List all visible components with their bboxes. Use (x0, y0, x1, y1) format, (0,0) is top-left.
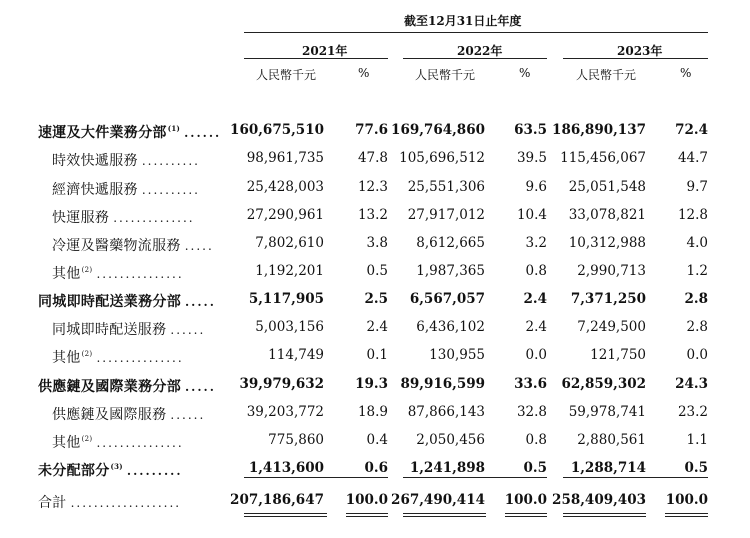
cell-amount-2022: 105,696,512 (399, 150, 485, 166)
cell-pct-2023: 24.3 (675, 376, 708, 392)
cell-pct-2023: 100.0 (665, 492, 708, 508)
cell-amount-2023: 62,859,302 (561, 376, 646, 392)
total-double-rule-2021-a-2 (244, 516, 327, 517)
cell-pct-2023: 44.7 (677, 150, 708, 166)
year-2021-heading: 2021年 (302, 44, 348, 58)
cell-amount-2023: 33,078,821 (568, 207, 646, 223)
row-label (52, 207, 195, 227)
cell-amount-2021: 27,290,961 (246, 207, 324, 223)
cell-pct-2023: 4.0 (686, 235, 708, 251)
cell-pct-2022: 9.6 (525, 179, 547, 195)
row-label-text: 供應鏈及國際服務 (52, 407, 167, 423)
total-double-rule-2023-p-1 (665, 513, 708, 514)
caption-underline (244, 32, 708, 33)
cell-amount-2023: 2,990,713 (577, 263, 646, 279)
year-2022-heading: 2022年 (457, 44, 503, 58)
leader-dots: ................... (70, 496, 182, 510)
cell-amount-2021: 207,186,647 (230, 492, 324, 508)
cell-pct-2023: 0.5 (684, 460, 708, 476)
pct-label-2023: % (680, 66, 692, 80)
year-2023-heading: 2023年 (617, 44, 663, 58)
row-label (52, 263, 184, 283)
cell-pct-2023: 72.4 (675, 122, 708, 138)
cell-amount-2022: 130,955 (429, 347, 485, 363)
cell-pct-2021: 0.6 (364, 460, 388, 476)
cell-amount-2023: 186,890,137 (552, 122, 646, 138)
cell-amount-2022: 1,987,365 (416, 263, 485, 279)
cell-pct-2023: 0.0 (686, 347, 708, 363)
cell-pct-2023: 1.1 (686, 432, 708, 448)
leader-dots: ...... (170, 323, 206, 337)
total-double-rule-2021-p-2 (346, 516, 388, 517)
cell-pct-2023: 9.7 (686, 179, 708, 195)
leader-dots: .............. (113, 211, 195, 225)
cell-pct-2022: 0.5 (523, 460, 547, 476)
cell-pct-2022: 63.5 (514, 122, 547, 138)
row-label-text: 同城即時配送業務分部 (38, 294, 181, 310)
total-double-rule-2022-a-1 (403, 513, 486, 514)
row-label-text: 快運服務 (52, 210, 110, 226)
total-rule-2021-pct (346, 477, 388, 478)
total-double-rule-2021-a-1 (244, 513, 327, 514)
period-caption: 截至12月31日止年度 (404, 14, 522, 28)
cell-pct-2022: 10.4 (516, 207, 547, 223)
pct-label-2022: % (519, 66, 531, 80)
total-double-rule-2023-a-1 (563, 513, 646, 514)
year-2021-underline (244, 58, 388, 59)
cell-amount-2022: 169,764,860 (391, 122, 485, 138)
row-label (52, 432, 184, 452)
cell-pct-2023: 2.8 (684, 291, 708, 307)
year-2022-underline (403, 58, 547, 59)
cell-amount-2023: 1,288,714 (570, 460, 646, 476)
row-label (52, 150, 200, 170)
cell-amount-2021: 7,802,610 (255, 235, 324, 251)
row-label (38, 376, 216, 396)
cell-amount-2021: 39,203,772 (246, 404, 324, 420)
leader-dots: ..... (185, 295, 216, 309)
cell-amount-2022: 8,612,665 (416, 235, 485, 251)
cell-pct-2022: 2.4 (525, 319, 547, 335)
cell-pct-2022: 0.0 (525, 347, 547, 363)
row-label (52, 404, 205, 424)
cell-pct-2022: 0.8 (525, 263, 547, 279)
cell-amount-2021: 160,675,510 (230, 122, 324, 138)
leader-dots: ..... (185, 380, 216, 394)
leader-dots: ...... (170, 408, 206, 422)
cell-amount-2022: 267,490,414 (391, 492, 485, 508)
total-rule-2023 (563, 477, 708, 478)
cell-pct-2021: 2.4 (366, 319, 388, 335)
cell-pct-2022: 33.6 (514, 376, 547, 392)
cell-amount-2021: 98,961,735 (246, 150, 324, 166)
cell-amount-2023: 2,880,561 (577, 432, 646, 448)
cell-pct-2021: 13.2 (357, 207, 388, 223)
leader-dots: ............... (96, 436, 184, 450)
cell-amount-2022: 6,567,057 (409, 291, 485, 307)
leader-dots: ............... (96, 351, 184, 365)
row-label (52, 347, 184, 367)
leader-dots: ............... (96, 267, 184, 281)
cell-amount-2022: 2,050,456 (416, 432, 485, 448)
cell-amount-2021: 114,749 (268, 347, 324, 363)
cell-pct-2021: 18.9 (357, 404, 388, 420)
row-label-text: 其他 (52, 350, 81, 366)
cell-pct-2023: 23.2 (677, 404, 708, 420)
cell-pct-2022: 39.5 (516, 150, 547, 166)
row-label-text: 供應鏈及國際業務分部 (38, 379, 181, 395)
cell-amount-2021: 5,117,905 (248, 291, 324, 307)
cell-pct-2022: 2.4 (523, 291, 547, 307)
total-double-rule-2022-p-1 (505, 513, 547, 514)
pct-label-2021: % (358, 66, 370, 80)
leader-dots: ..... (184, 239, 214, 253)
row-label-text: 同城即時配送服務 (52, 322, 167, 338)
leader-dots: .......... (141, 183, 200, 197)
row-label (38, 291, 216, 311)
row-label-text: 未分配部分 (38, 463, 110, 479)
cell-amount-2022: 6,436,102 (416, 319, 485, 335)
row-label-text: 合計 (38, 495, 67, 511)
footnote-marker: (2) (81, 350, 93, 359)
cell-amount-2023: 121,750 (590, 347, 646, 363)
cell-pct-2021: 47.8 (357, 150, 388, 166)
unit-label-2021: 人民幣千元 (256, 68, 317, 82)
cell-amount-2022: 89,916,599 (400, 376, 485, 392)
unit-label-2022: 人民幣千元 (415, 68, 476, 82)
leader-dots: ......... (126, 464, 183, 478)
footnote-marker: (1) (167, 124, 181, 134)
cell-amount-2021: 1,192,201 (255, 263, 324, 279)
cell-pct-2021: 0.4 (366, 432, 388, 448)
row-label (52, 235, 214, 255)
cell-pct-2021: 100.0 (345, 492, 388, 508)
row-label-text: 速運及大件業務分部 (38, 125, 167, 141)
cell-pct-2023: 1.2 (686, 263, 708, 279)
cell-pct-2021: 0.1 (366, 347, 388, 363)
cell-pct-2022: 3.2 (525, 235, 547, 251)
row-label (52, 179, 200, 199)
row-label-text: 時效快遞服務 (52, 153, 138, 169)
cell-amount-2023: 10,312,988 (568, 235, 646, 251)
cell-amount-2023: 7,371,250 (570, 291, 646, 307)
total-rule-2022 (403, 477, 547, 478)
leader-dots: .......... (141, 154, 200, 168)
cell-pct-2021: 2.5 (364, 291, 388, 307)
row-label (38, 460, 183, 480)
cell-pct-2022: 0.8 (525, 432, 547, 448)
row-label-text: 冷運及醫藥物流服務 (52, 238, 181, 254)
year-2023-underline (563, 58, 708, 59)
cell-amount-2021: 775,860 (268, 432, 324, 448)
cell-amount-2023: 59,978,741 (568, 404, 646, 420)
cell-amount-2022: 1,241,898 (409, 460, 485, 476)
total-double-rule-2023-a-2 (563, 516, 646, 517)
cell-amount-2023: 115,456,067 (560, 150, 646, 166)
cell-amount-2021: 25,428,003 (246, 179, 324, 195)
cell-amount-2023: 25,051,548 (568, 179, 646, 195)
cell-amount-2022: 87,866,143 (407, 404, 485, 420)
cell-amount-2021: 39,979,632 (239, 376, 324, 392)
row-label-text: 其他 (52, 266, 81, 282)
footnote-marker: (2) (81, 266, 93, 275)
total-double-rule-2023-p-2 (665, 516, 708, 517)
cell-pct-2021: 3.8 (366, 235, 388, 251)
cell-amount-2022: 25,551,306 (407, 179, 485, 195)
unit-label-2023: 人民幣千元 (576, 68, 637, 82)
cell-amount-2022: 27,917,012 (407, 207, 485, 223)
cell-amount-2023: 258,409,403 (552, 492, 646, 508)
cell-pct-2021: 0.5 (366, 263, 388, 279)
row-label-text: 其他 (52, 435, 81, 451)
cell-pct-2021: 19.3 (355, 376, 388, 392)
cell-pct-2022: 100.0 (504, 492, 547, 508)
cell-pct-2023: 12.8 (677, 207, 708, 223)
cell-amount-2021: 5,003,156 (255, 319, 324, 335)
cell-pct-2023: 2.8 (686, 319, 708, 335)
row-label (52, 319, 205, 339)
cell-amount-2023: 7,249,500 (577, 319, 646, 335)
cell-amount-2021: 1,413,600 (248, 460, 324, 476)
cell-pct-2021: 77.6 (355, 122, 388, 138)
cell-pct-2021: 12.3 (357, 179, 388, 195)
row-label (38, 122, 221, 142)
total-double-rule-2022-p-2 (505, 516, 547, 517)
leader-dots: ...... (184, 126, 222, 140)
row-label (38, 492, 181, 512)
row-label-text: 經濟快遞服務 (52, 182, 138, 198)
total-double-rule-2021-p-1 (346, 513, 388, 514)
footnote-marker: (2) (81, 435, 93, 444)
cell-pct-2022: 32.8 (516, 404, 547, 420)
total-double-rule-2022-a-2 (403, 516, 486, 517)
footnote-marker: (3) (110, 462, 123, 472)
